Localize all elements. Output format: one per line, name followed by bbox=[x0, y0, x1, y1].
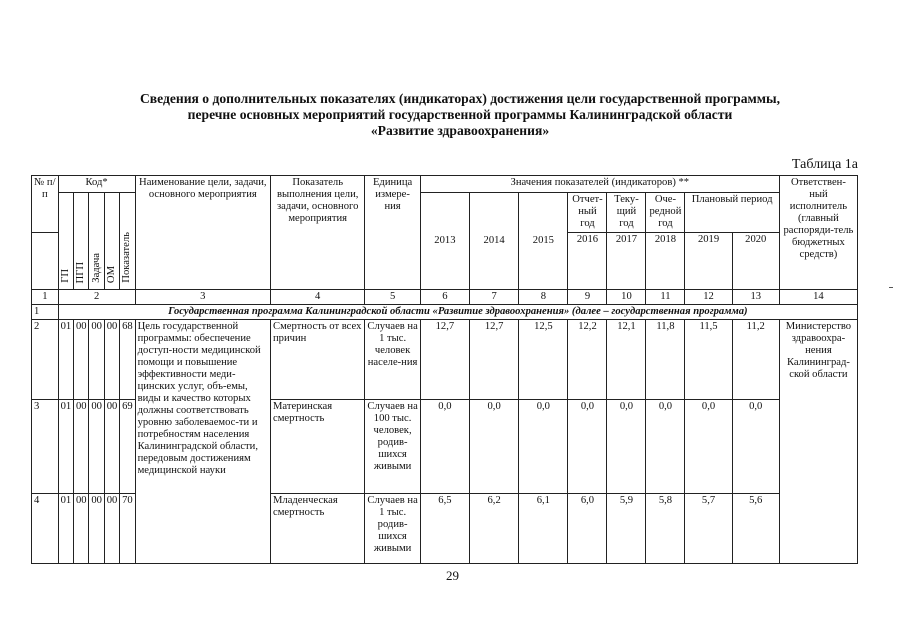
code-indicator: 69 bbox=[120, 400, 135, 494]
indicator-name: Младенческая смертность bbox=[271, 494, 365, 564]
indicator-name: Материнская смертность bbox=[271, 400, 365, 494]
colnum-4: 4 bbox=[271, 290, 365, 305]
unit: Случаев на 1 тыс. человек населе-ния bbox=[365, 320, 420, 400]
header-next-year: Оче-редной год bbox=[646, 193, 685, 233]
code-indicator: 68 bbox=[120, 320, 135, 400]
value-2017: 5,9 bbox=[607, 494, 646, 564]
colnum-13: 13 bbox=[732, 290, 779, 305]
code-indicator: 70 bbox=[120, 494, 135, 564]
colnum-5: 5 bbox=[365, 290, 420, 305]
header-responsible: Ответствен-ный исполнитель (главный распоряди-тель бюджетных средств) bbox=[779, 176, 857, 290]
value-2015: 6,1 bbox=[519, 494, 568, 564]
code-pgp: 00 bbox=[74, 400, 89, 494]
header-plan-period: Плановый период bbox=[685, 193, 779, 233]
header-indicator: Показатель выполнения цели, задачи, основного мероприятия bbox=[271, 176, 365, 290]
value-2018: 0,0 bbox=[646, 400, 685, 494]
colnum-14: 14 bbox=[779, 290, 857, 305]
header-values: Значения показателей (индикаторов) ** bbox=[420, 176, 779, 193]
year-2013: 2013 bbox=[420, 193, 469, 290]
colnum-8: 8 bbox=[519, 290, 568, 305]
column-number-row bbox=[32, 290, 858, 305]
year-2016: 2016 bbox=[568, 233, 607, 290]
value-2020: 0,0 bbox=[732, 400, 779, 494]
page-number: 29 bbox=[446, 568, 459, 583]
unit: Случаев на 1 тыс. родив-шихся живыми bbox=[365, 494, 420, 564]
colnum-3: 3 bbox=[135, 290, 270, 305]
colnum-7: 7 bbox=[470, 290, 519, 305]
colnum-1: 1 bbox=[32, 290, 59, 305]
row-num: 3 bbox=[32, 400, 59, 494]
header-code-indicator: Показатель bbox=[120, 193, 135, 290]
value-2014: 12,7 bbox=[470, 320, 519, 400]
header-code: Код* bbox=[58, 176, 135, 193]
year-2017: 2017 bbox=[607, 233, 646, 290]
code-om: 00 bbox=[104, 320, 119, 400]
colnum-10: 10 bbox=[607, 290, 646, 305]
value-2016: 6,0 bbox=[568, 494, 607, 564]
title-line-2: перечне основных мероприятий государственной программы Калининградской области bbox=[187, 107, 733, 122]
value-2017: 0,0 bbox=[607, 400, 646, 494]
value-2020: 11,2 bbox=[732, 320, 779, 400]
value-2019: 5,7 bbox=[685, 494, 732, 564]
header-code-gp: ГП bbox=[58, 193, 73, 290]
value-2013: 6,5 bbox=[420, 494, 469, 564]
colnum-11: 11 bbox=[646, 290, 685, 305]
year-2015: 2015 bbox=[519, 193, 568, 290]
program-row-num: 1 bbox=[32, 305, 59, 320]
code-task: 00 bbox=[89, 494, 104, 564]
value-2015: 0,0 bbox=[519, 400, 568, 494]
document-title bbox=[60, 91, 860, 139]
colnum-12: 12 bbox=[685, 290, 732, 305]
colnum-9: 9 bbox=[568, 290, 607, 305]
colnum-2: 2 bbox=[58, 290, 135, 305]
value-2018: 11,8 bbox=[646, 320, 685, 400]
responsible-text: Министерство здравоохра-нения Калининград-ской области bbox=[779, 320, 857, 564]
code-task: 00 bbox=[89, 400, 104, 494]
value-2018: 5,8 bbox=[646, 494, 685, 564]
year-2014: 2014 bbox=[470, 193, 519, 290]
value-2014: 0,0 bbox=[470, 400, 519, 494]
program-row bbox=[32, 305, 858, 320]
header-current-year: Теку-щий год bbox=[607, 193, 646, 233]
year-2018: 2018 bbox=[646, 233, 685, 290]
indicators-table bbox=[31, 175, 858, 564]
value-2019: 0,0 bbox=[685, 400, 732, 494]
year-2020: 2020 bbox=[732, 233, 779, 290]
header-code-pgp: ПГП bbox=[74, 193, 89, 290]
value-2016: 12,2 bbox=[568, 320, 607, 400]
table-label: Таблица 1а bbox=[791, 157, 858, 172]
value-2013: 0,0 bbox=[420, 400, 469, 494]
margin-mark bbox=[889, 287, 893, 288]
header-num: № п/п bbox=[32, 176, 59, 233]
value-2016: 0,0 bbox=[568, 400, 607, 494]
code-task: 00 bbox=[89, 320, 104, 400]
colnum-6: 6 bbox=[420, 290, 469, 305]
year-2019: 2019 bbox=[685, 233, 732, 290]
code-gp: 01 bbox=[58, 494, 73, 564]
table-row bbox=[32, 320, 858, 400]
header-report-year: Отчет-ный год bbox=[568, 193, 607, 233]
indicator-name: Смертность от всех причин bbox=[271, 320, 365, 400]
header-unit: Единица измере-ния bbox=[365, 176, 420, 290]
value-2019: 11,5 bbox=[685, 320, 732, 400]
value-2015: 12,5 bbox=[519, 320, 568, 400]
row-num: 2 bbox=[32, 320, 59, 400]
value-2013: 12,7 bbox=[420, 320, 469, 400]
title-line-3: «Развитие здравоохранения» bbox=[370, 123, 550, 138]
program-row-text: Государственная программа Калининградской области «Развитие здравоохранения» (далее – государственная программа) bbox=[58, 305, 857, 320]
header-code-task: Задача bbox=[89, 193, 104, 290]
goal-text: Цель государственной программы: обеспечение доступ-ности медицинской помощи и повышение эффективности меди-цинских услуг, объ-емы, виды и качество которых должны соответствовать уровню заболеваемос-ти и потребностям населения Калининградской области, передовым достижениям медицинской науки bbox=[135, 320, 270, 564]
code-pgp: 00 bbox=[74, 494, 89, 564]
code-gp: 01 bbox=[58, 400, 73, 494]
header-num-blank bbox=[32, 233, 59, 290]
header-code-om: ОМ bbox=[104, 193, 119, 290]
row-num: 4 bbox=[32, 494, 59, 564]
value-2014: 6,2 bbox=[470, 494, 519, 564]
code-pgp: 00 bbox=[74, 320, 89, 400]
value-2017: 12,1 bbox=[607, 320, 646, 400]
code-om: 00 bbox=[104, 400, 119, 494]
value-2020: 5,6 bbox=[732, 494, 779, 564]
header-name: Наименование цели, задачи, основного мероприятия bbox=[135, 176, 270, 290]
code-gp: 01 bbox=[58, 320, 73, 400]
unit: Случаев на 100 тыс. человек, родив-шихся живыми bbox=[365, 400, 420, 494]
title-line-1: Сведения о дополнительных показателях (индикаторах) достижения цели государственной программы, bbox=[139, 91, 781, 106]
code-om: 00 bbox=[104, 494, 119, 564]
